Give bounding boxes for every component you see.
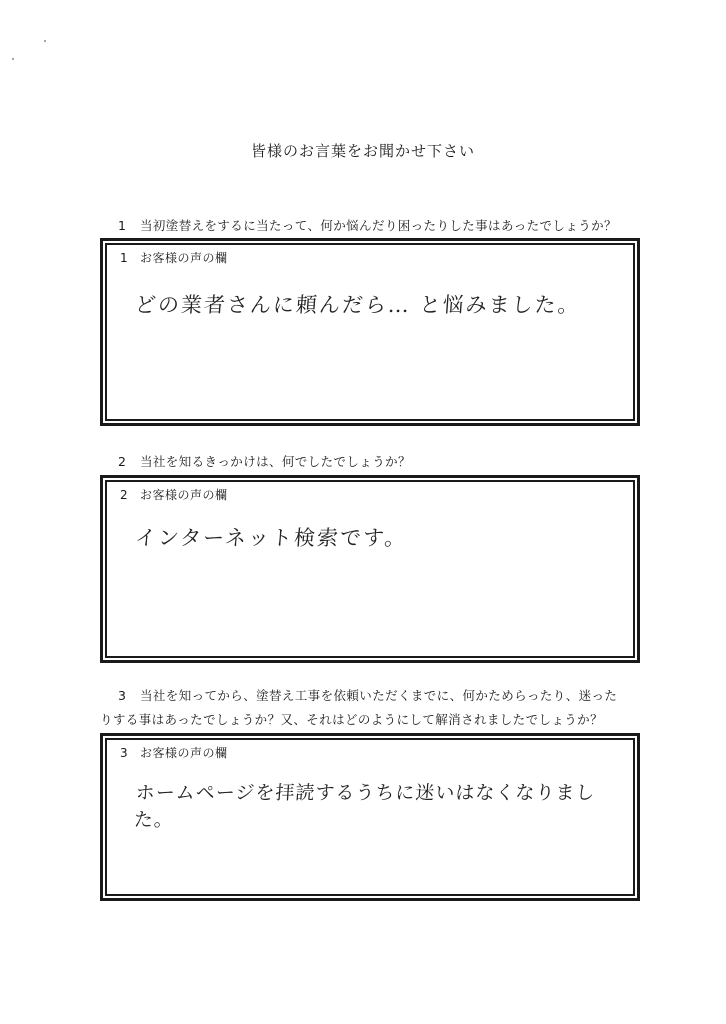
question-number: 2 — [118, 454, 127, 469]
question-text: 当初塗替えをするに当たって、何か悩んだり困ったりした事はあったでしょうか？ — [140, 218, 617, 233]
box-label — [120, 744, 228, 761]
handwritten-answer: ホームページを拝読するうちに迷いはなくなりました。 — [133, 782, 597, 831]
question-3 — [100, 684, 638, 732]
question-2 — [118, 450, 638, 474]
question-text: 当社を知ってから、塗替え工事を依頼いただくまでに、何かためらったり、迷った — [140, 688, 618, 703]
box-label-text: お客様の声の欄 — [140, 251, 228, 265]
handwritten-answer: どの業者さんに頼んだら… と悩みました。 — [134, 293, 582, 317]
question-number: 3 — [118, 688, 127, 703]
answer-box-inner — [105, 738, 635, 896]
question-number: 1 — [118, 218, 127, 233]
box-label — [120, 249, 228, 266]
handwritten-answer: インターネット検索です。 — [134, 526, 409, 550]
question-line: りする事はあったでしょうか？又、それはどのようにして解消されましたでしょうか？ — [100, 712, 603, 727]
answer-box-inner — [105, 243, 635, 421]
answer-box-2 — [100, 475, 640, 663]
answer-box-3 — [100, 733, 640, 901]
box-label-text: お客様の声の欄 — [140, 488, 228, 502]
answer-box-1 — [100, 238, 640, 426]
question-1 — [118, 214, 638, 238]
question-text: 当社を知るきっかけは、何でしたでしょうか？ — [140, 454, 411, 469]
scan-speck — [12, 58, 14, 60]
question-line — [118, 684, 638, 708]
box-label-number: 3 — [120, 746, 129, 760]
box-label-number: 1 — [120, 251, 129, 265]
box-label-text: お客様の声の欄 — [140, 746, 228, 760]
box-label — [120, 486, 228, 503]
box-label-number: 2 — [120, 488, 129, 502]
scan-speck — [44, 40, 46, 42]
answer-box-inner — [105, 480, 635, 658]
page-title: 皆様のお言葉をお聞かせ下さい — [250, 142, 475, 160]
